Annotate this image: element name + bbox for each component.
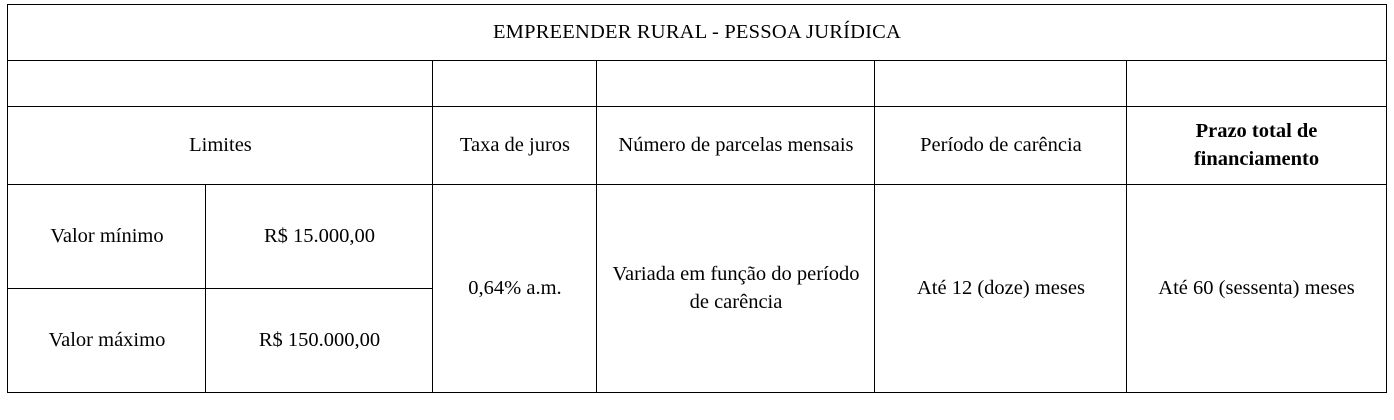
value-interest-rate: 0,64% a.m. [433,185,597,393]
header-interest-rate: Taxa de juros [433,107,597,185]
value-grace-period: Até 12 (doze) meses [875,185,1127,393]
value-total-term: Até 60 (sessenta) meses [1127,185,1386,393]
spacer-cell-installments [597,61,875,107]
value-installments: Variada em função do período de carência [597,185,875,393]
spacer-cell-term [1127,61,1386,107]
spacer-cell-grace [875,61,1127,107]
header-limits: Limites [8,107,433,185]
table-spacer-row [8,61,1386,107]
table-row [8,185,1386,289]
limit-value-maximum: R$ 150.000,00 [206,289,433,393]
header-total-term: Prazo total de financiamento [1127,107,1386,185]
table-title-row [8,5,1386,61]
spacer-cell-limits [8,61,433,107]
header-grace-period: Período de carência [875,107,1127,185]
header-installments: Número de parcelas mensais [597,107,875,185]
table-title: EMPREENDER RURAL - PESSOA JURÍDICA [8,5,1386,61]
table-header-row [8,107,1386,185]
limit-value-minimum: R$ 15.000,00 [206,185,433,289]
limit-label-minimum: Valor mínimo [8,185,206,289]
spacer-cell-interest [433,61,597,107]
financing-conditions-table [7,4,1386,393]
limit-label-maximum: Valor máximo [8,289,206,393]
